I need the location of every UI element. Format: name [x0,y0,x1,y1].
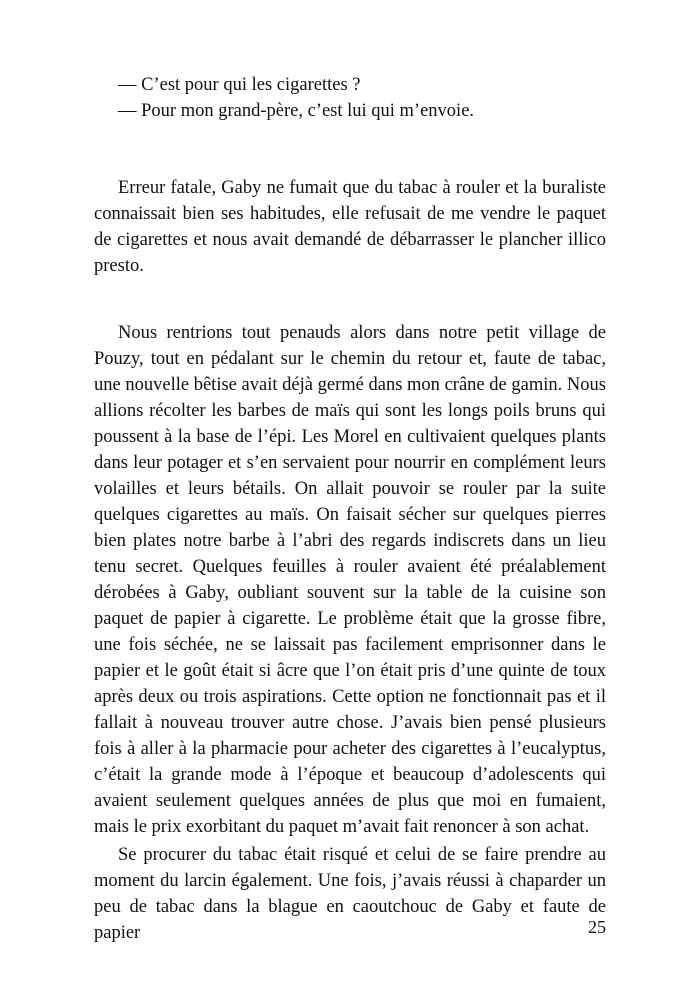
dialogue-line: — C’est pour qui les cigarettes ? [118,75,361,95]
page-number: 25 [588,917,606,937]
dialogue-block [118,72,618,124]
paragraph: Se procurer du tabac était risqué et celui de se faire prendre au moment du larcin également. Une fois, j’avais réussi à chaparder un peu de tabac dans la blague en caoutchouc de Gaby et faute de papier [94,845,606,943]
dialogue-line: — Pour mon grand-père, c’est lui qui m’envoie. [118,101,475,121]
paragraph: Erreur fatale, Gaby ne fumait que du tabac à rouler et la buraliste connaissait bien ses habitudes, elle refusait de me vendre le paquet de cigarettes et nous avait demandé de débarrasser le plancher illico presto. [94,178,606,276]
paragraph: Nous rentrions tout penauds alors dans notre petit village de Pouzy, tout en pédalant sur le chemin du retour et, faute de tabac, une nouvelle bêtise avait déjà germé dans mon crâne de gamin. Nous allions récolter les barbes de maïs qui sont les longs poils bruns qui poussent à la base de l’épi. Les Morel en cultivaient quelques plants dans leur potager et s’en servaient pour nourrir en complément leurs volailles et leurs bétails. On allait pouvoir se rouler par la suite quelques cigarettes au maïs. On faisait sécher sur quelques pierres bien plates notre barbe à l’abri des regards indiscrets dans un lieu tenu secret. Quelques feuilles à rouler avaient été préalablement dérobées à Gaby, oubliant souvent sur la table de la cuisine son paquet de papier à cigarette. Le problème était que la grosse fibre, une fois séchée, ne se laissait pas facilement emprisonner dans le papier et le goût était si âcre que l’on était pris d’une quinte de toux après deux ou trois aspirations. Cette option ne fonctionnait pas et il fallait à nouveau trouver autre chose. J’avais bien pensé plusieurs fois à aller à la pharmacie pour acheter des cigarettes à l’eucalyptus, c’était la grande mode à l’époque et beaucoup d’adolescents qui avaient seulement quelques années de plus que moi en fumaient, mais le prix exorbitant du paquet m’avait fait renoncer à son achat. [94,323,606,837]
